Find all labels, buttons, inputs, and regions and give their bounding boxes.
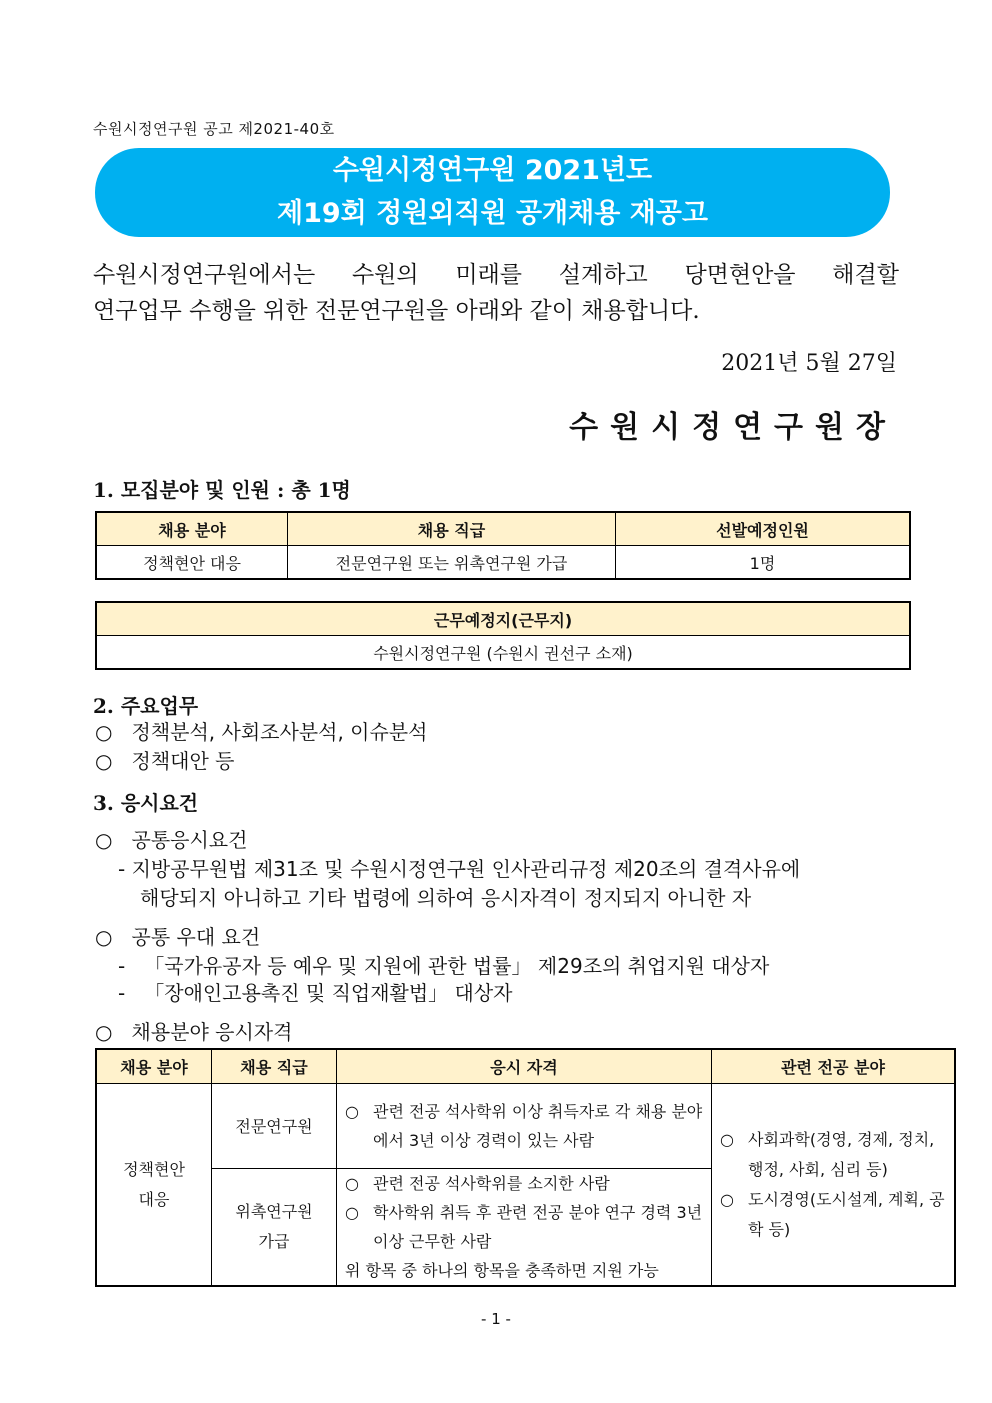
q-header-qualification: 응시 자격 xyxy=(337,1049,712,1084)
section-3-heading: 3. 응시요건 xyxy=(93,791,199,815)
q-cell-field: 정책현안 대응 xyxy=(96,1084,212,1287)
q-header-major: 관련 전공 분야 xyxy=(712,1049,956,1084)
preference-label xyxy=(95,921,260,950)
qualification-note: 위 항목 중 하나의 항목을 충족하면 지원 가능 xyxy=(345,1261,659,1280)
common-requirement-line-1: - 지방공무원법 제31조 및 수원시정연구원 인사관리규정 제20조의 결격사유에 xyxy=(118,857,801,881)
circle-bullet-icon: ○ xyxy=(345,1203,359,1222)
title-line-2: 제19회 정원외직원 공개채용 재공고 xyxy=(277,198,708,229)
location-table xyxy=(95,601,911,670)
location-value: 수원시정연구원 (수원시 권선구 소재) xyxy=(96,636,910,670)
circle-bullet-icon: ○ xyxy=(95,828,113,852)
qualification-item xyxy=(345,1169,711,1198)
preference-text: 「장애인고용촉진 및 직업재활법」 대상자 xyxy=(144,981,513,1005)
circle-bullet-icon: ○ xyxy=(720,1129,734,1149)
circle-bullet-icon: ○ xyxy=(95,749,113,773)
q-header-rank: 채용 직급 xyxy=(212,1049,337,1084)
qualification-item xyxy=(345,1097,711,1155)
q-cell-majors xyxy=(712,1084,956,1287)
circle-bullet-icon: ○ xyxy=(95,925,113,949)
qualification-label xyxy=(95,1016,292,1045)
major-text: 도시경영(도시설계, 계획, 공학 등) xyxy=(748,1189,945,1239)
notice-date: 2021년 5월 27일 xyxy=(721,351,897,376)
preference-text: 「국가유공자 등 예우 및 지원에 관한 법률」 제29조의 취업지원 대상자 xyxy=(144,954,770,978)
intro-word: 당면현안을 xyxy=(684,262,796,288)
cell-count: 1명 xyxy=(616,546,911,580)
intro-line-1 xyxy=(93,257,899,293)
qualification-text: 관련 전공 석사학위 이상 취득자로 각 채용 분야에서 3년 이상 경력이 있는 사람 xyxy=(373,1102,703,1150)
preference-item: - 「국가유공자 등 예우 및 지원에 관한 법률」 제29조의 취업지원 대상자 xyxy=(118,954,770,978)
major-text: 사회과학(경영, 경제, 정치, 행정, 사회, 심리 등) xyxy=(748,1129,935,1179)
header-field: 채용 분야 xyxy=(96,512,288,546)
section-1-heading: 1. 모집분야 및 인원 : 총 1명 xyxy=(93,478,351,502)
circle-bullet-icon: ○ xyxy=(345,1174,359,1193)
common-requirement-line-2: 해당되지 아니하고 기타 법령에 의하여 응시자격이 정지되지 아니한 자 xyxy=(140,886,752,910)
duty-text: 정책대안 등 xyxy=(131,749,235,773)
major-item xyxy=(720,1185,948,1245)
header-count: 선발예정인원 xyxy=(616,512,911,546)
recruitment-table xyxy=(95,511,911,580)
circle-bullet-icon: ○ xyxy=(720,1189,734,1209)
preference-item: - 「장애인고용촉진 및 직업재활법」 대상자 xyxy=(118,981,513,1005)
intro-paragraph xyxy=(93,257,899,329)
circle-bullet-icon: ○ xyxy=(345,1102,359,1121)
cell-rank: 전문연구원 또는 위촉연구원 가급 xyxy=(288,546,616,580)
intro-word: 수원의 xyxy=(351,262,419,288)
q-cell-rank: 전문연구원 xyxy=(212,1084,337,1169)
q-cell-rank: 위촉연구원 가급 xyxy=(212,1169,337,1287)
section-2-heading: 2. 주요업무 xyxy=(93,694,199,718)
page-number: - 1 - xyxy=(481,1310,511,1328)
duty-item xyxy=(95,716,427,745)
title-line-1: 수원시정연구원 2021년도 xyxy=(332,155,653,186)
common-label-text: 공통응시요건 xyxy=(131,828,248,852)
duty-item xyxy=(95,745,235,774)
q-cell-qualification xyxy=(337,1169,712,1287)
q-cell-qualification xyxy=(337,1084,712,1169)
qualification-text: 학사학위 취득 후 관련 전공 분야 연구 경력 3년 이상 근무한 사람 xyxy=(373,1203,703,1251)
circle-bullet-icon: ○ xyxy=(95,720,113,744)
title-banner xyxy=(95,148,890,237)
duty-text: 정책분석, 사회조사분석, 이슈분석 xyxy=(131,720,428,744)
intro-word: 설계하고 xyxy=(558,262,648,288)
qualification-label-text: 채용분야 응시자격 xyxy=(131,1020,293,1044)
intro-line-2: 연구업무 수행을 위한 전문연구원을 아래와 같이 채용합니다. xyxy=(93,298,700,324)
circle-bullet-icon: ○ xyxy=(95,1020,113,1044)
location-header: 근무예정지(근무지) xyxy=(96,602,910,636)
major-item xyxy=(720,1125,948,1185)
common-requirements-label xyxy=(95,824,247,853)
intro-word: 수원시정연구원에서는 xyxy=(93,262,316,288)
q-header-field: 채용 분야 xyxy=(96,1049,212,1084)
notice-number: 수원시정연구원 공고 제2021-40호 xyxy=(93,120,335,138)
header-rank: 채용 직급 xyxy=(288,512,616,546)
qualification-table xyxy=(95,1048,956,1287)
qualification-text: 관련 전공 석사학위를 소지한 사람 xyxy=(373,1174,610,1193)
intro-word: 미래를 xyxy=(455,262,523,288)
qualification-item xyxy=(345,1198,711,1256)
cell-field: 정책현안 대응 xyxy=(96,546,288,580)
preference-label-text: 공통 우대 요건 xyxy=(131,925,261,949)
intro-word: 해결할 xyxy=(832,262,899,288)
signer: 수원시정연구원장 xyxy=(569,410,897,445)
